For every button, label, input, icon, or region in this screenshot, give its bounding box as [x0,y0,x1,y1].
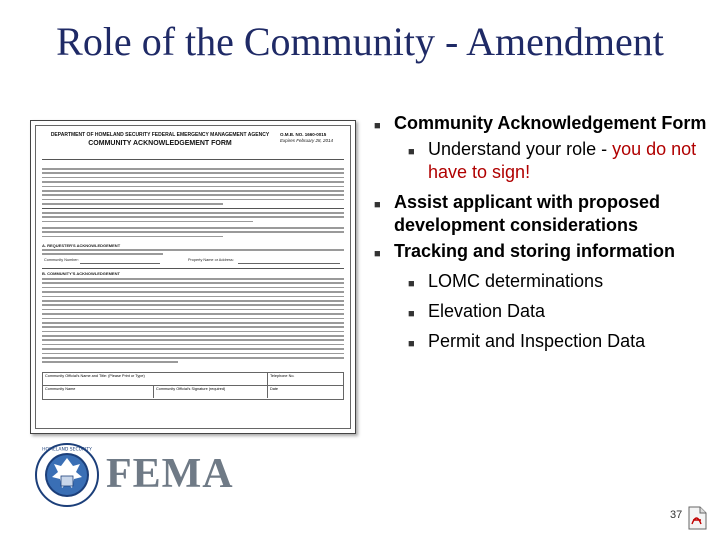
page-number-text: 37 [670,509,683,521]
square-bullet-icon: ■ [408,278,415,290]
form-notice-heading [42,162,344,167]
square-bullet-icon: ■ [408,338,415,350]
dhs-seal-icon [34,442,100,508]
form-omb-number: O.M.B. NO. 1660-0015 [280,132,327,137]
form-expiration: Expires February 28, 2014 [280,138,334,143]
square-bullet-icon: ■ [408,146,415,158]
form-header [42,132,278,156]
square-bullet-icon: ■ [374,199,381,211]
form-paragraph-1 [42,212,344,225]
table-row [43,386,343,398]
form-section-b-heading: B. COMMUNITY'S ACKNOWLEDGEMENT [42,271,120,276]
property-name-label: Property Name or Address: [188,258,234,262]
form-page [35,125,351,429]
bullet-text: Assist applicant with proposed development considerations [394,192,661,235]
page-number [668,506,708,530]
form-divider [42,159,344,160]
form-notice-text [42,168,344,208]
fema-wordmark: FEMA [106,451,234,497]
sub-bullet-text: LOMC determinations [428,271,604,291]
highlight-text: you do not have to sign! [428,139,697,182]
community-number-line [80,263,160,264]
form-paragraph-2 [42,227,344,240]
square-bullet-icon: ■ [408,308,415,320]
slide-title: Role of the Community - Amendment [56,19,664,64]
bullet-list [374,112,714,360]
square-bullet-icon: ■ [374,120,381,132]
sub-bullet-text: Elevation Data [428,301,546,321]
bullet-tracking-storing [374,240,714,263]
form-title: COMMUNITY ACKNOWLEDGEMENT FORM [88,139,232,147]
community-number-label: Community Number: [44,258,79,262]
form-agency-line: DEPARTMENT OF HOMELAND SECURITY FEDERAL EMERGENCY MANAGEMENT AGENCY [50,132,270,138]
sub-bullet-understand-role [374,138,714,184]
table-divider [267,386,268,398]
pdf-document-icon [686,506,708,530]
square-bullet-icon: ■ [374,248,381,260]
official-name-label: Community Official's Name and Title: (Please Print or Type) [45,374,145,378]
bullet-assist-applicant [374,191,714,237]
seal-lettering: HOMELAND SECURITY [42,447,92,453]
fema-logo [34,440,234,510]
table-divider [267,373,268,385]
bullet-text: Tracking and storing information [394,241,676,261]
table-divider [153,386,154,398]
table-row [43,373,343,386]
bullet-community-acknowledgement [374,112,714,135]
sub-bullet-text: Permit and Inspection Data [428,331,646,351]
form-section-b-text [42,278,344,366]
official-signature-label: Community Official's Signature (required) [156,387,226,391]
form-divider [42,208,344,209]
sub-bullet-text: Understand your role - [428,139,613,159]
property-name-line [238,263,340,264]
community-acknowledgement-form-image [30,120,356,434]
sub-bullet-permit [374,330,714,353]
community-name-label: Community Name [45,387,76,391]
form-omb [280,132,344,156]
date-label: Date [270,387,279,391]
sub-bullet-lomc [374,270,714,293]
form-section-a-text [42,249,344,258]
telephone-label: Telephone No. [270,374,295,378]
sub-bullet-elevation [374,300,714,323]
form-section-a-heading: A. REQUESTER'S ACKNOWLEDGEMENT [42,243,121,248]
bullet-text: Community Acknowledgement Form [394,113,707,133]
form-divider [42,268,344,269]
community-official-table [42,372,344,400]
